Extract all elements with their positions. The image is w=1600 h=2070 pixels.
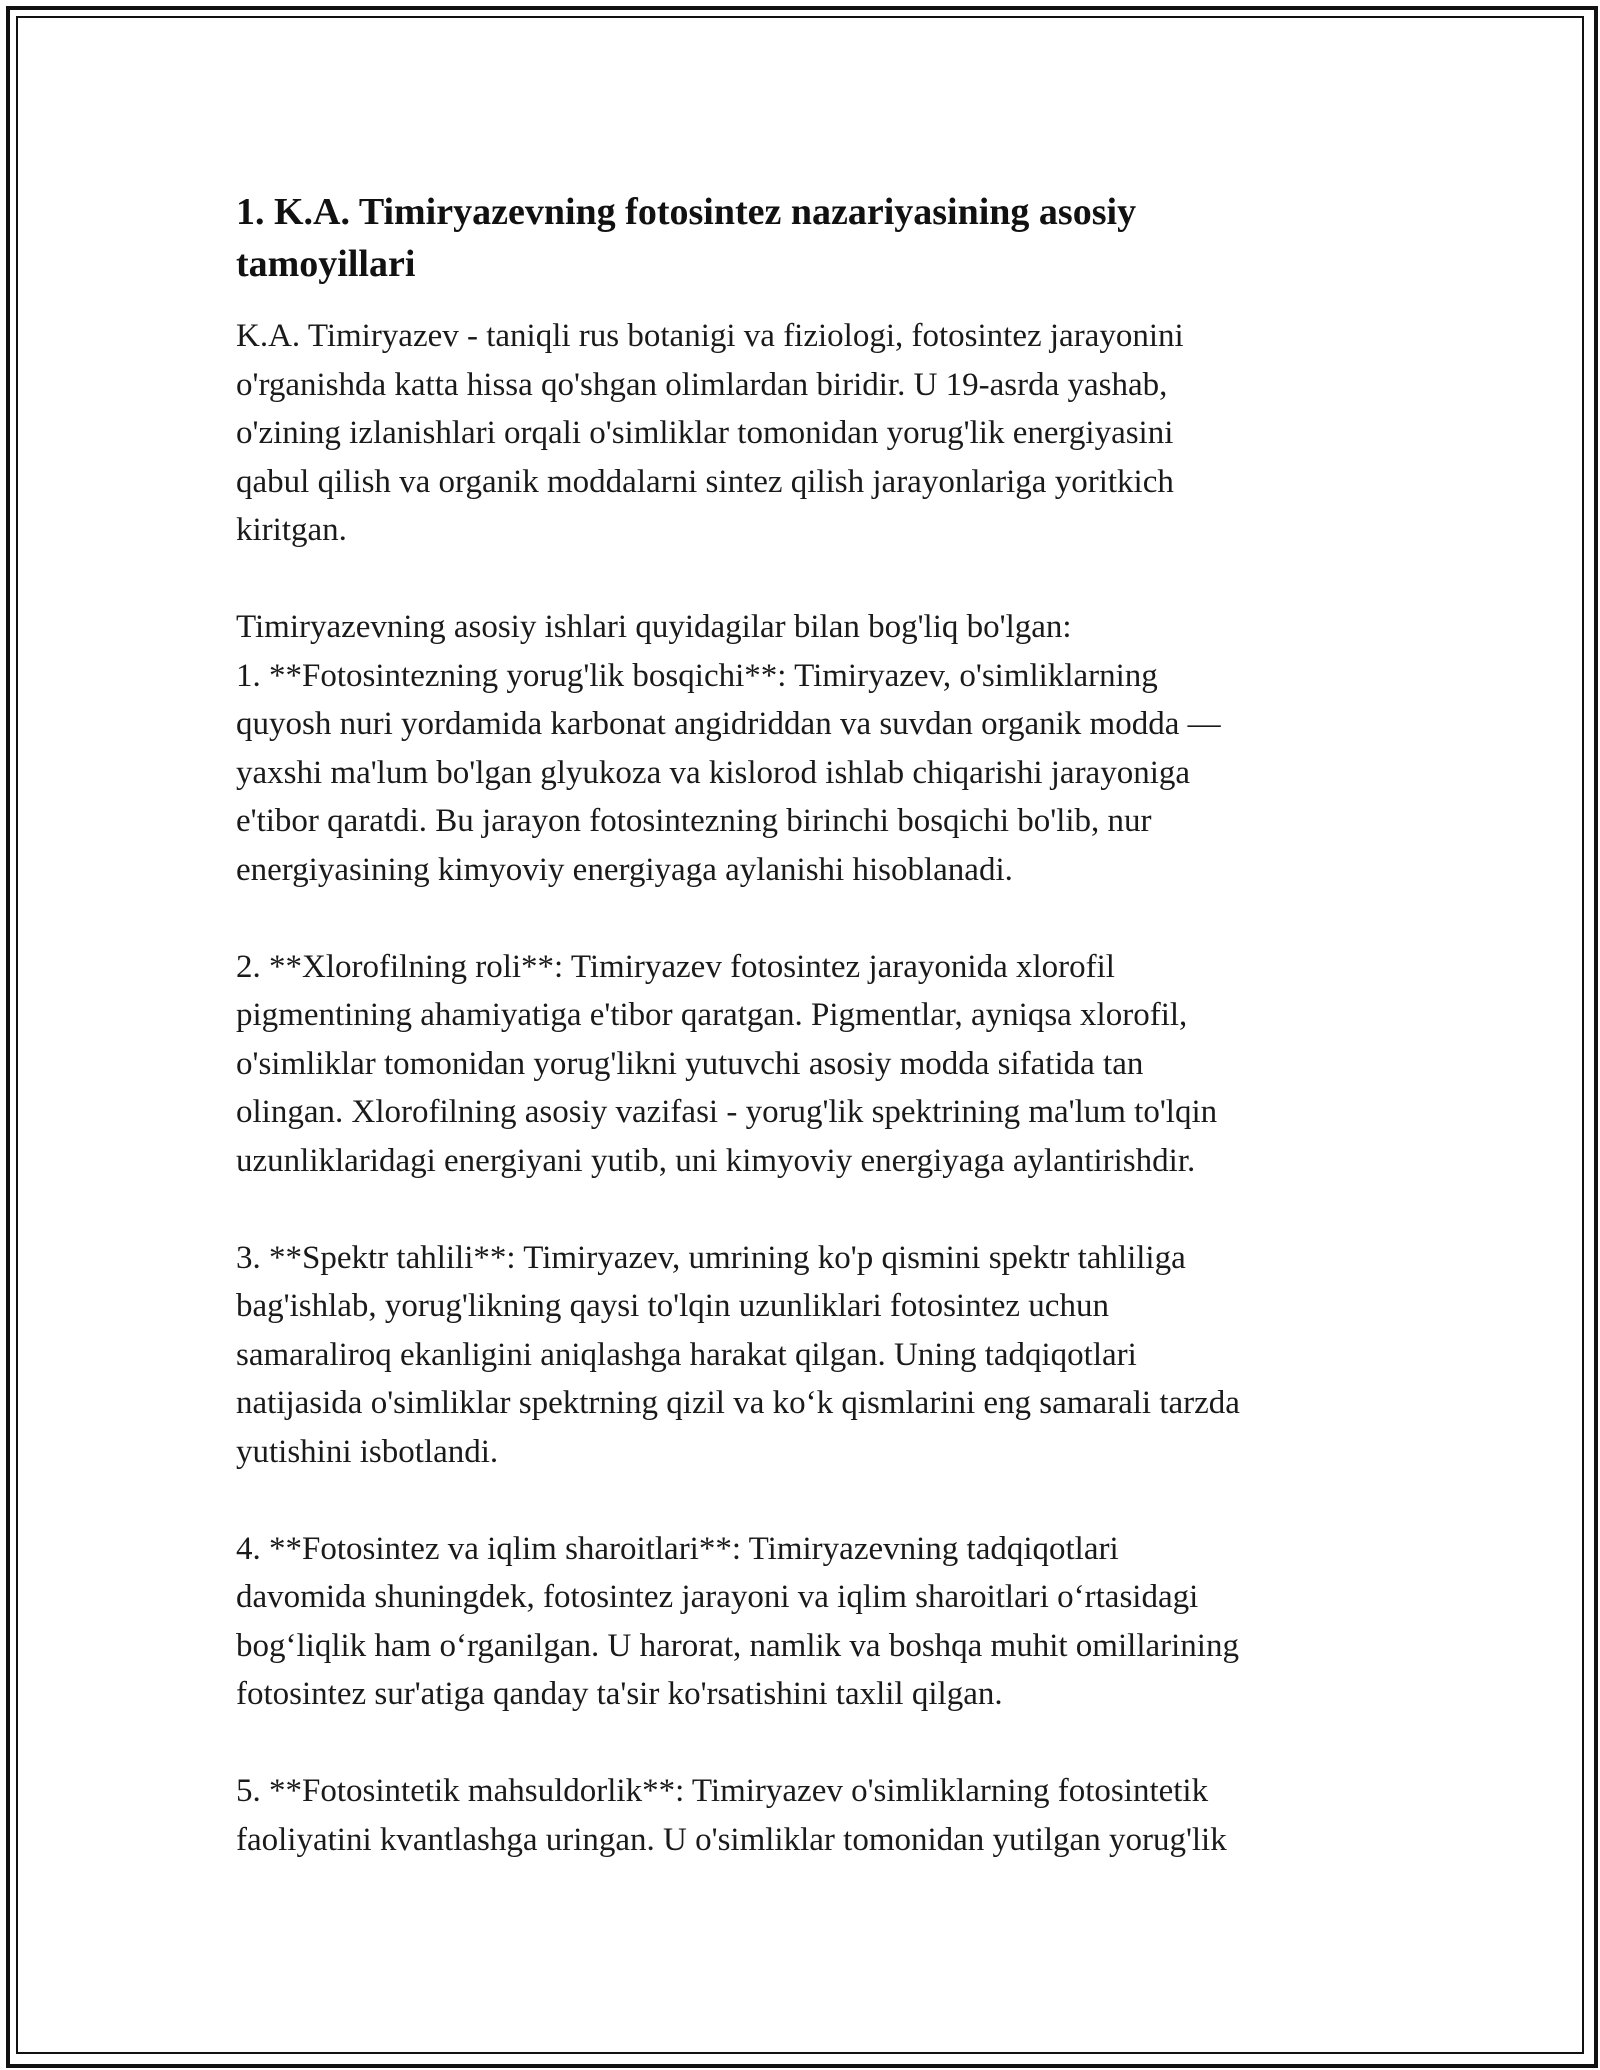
text-line: samaraliroq ekanligini aniqlashga harakat qilgan. Uning tadqiqotlari: [236, 1336, 1137, 1373]
heading-line: tamoyillari: [236, 243, 416, 285]
text-line: o'simliklar tomonidan yorug'likni yutuvchi asosiy modda sifatida tan: [236, 1045, 1144, 1082]
text-line: K.A. Timiryazev - taniqli rus botanigi va fiziologi, fotosintez jarayonini: [236, 318, 1184, 354]
text-line: yaxshi ma'lum bo'lgan glyukoza va kislorod ishlab chiqarishi jarayoniga: [236, 754, 1191, 791]
paragraph-item-4: [236, 1525, 1386, 1719]
text-line: 2. **Xlorofilning roli**: Timiryazev fotosintez jarayonida xlorofil: [236, 948, 1115, 985]
text-line: Timiryazevning asosiy ishlari quyidagilar bilan bog'liq bo'lgan:: [236, 609, 1072, 645]
heading-line: 1. K.A. Timiryazevning fotosintez nazariyasining asosiy: [236, 191, 1137, 233]
text-line: 3. **Spektr tahlili**: Timiryazev, umrining ko'p qismini spektr tahliliga: [236, 1239, 1186, 1276]
document-body: [236, 186, 1386, 1913]
paragraph-item-1: [236, 603, 1386, 894]
text-line: o'zining izlanishlari orqali o'simliklar tomonidan yorug'lik energiyasini: [236, 415, 1174, 451]
text-line: 1. **Fotosintezning yorug'lik bosqichi**: Timiryazev, o'simliklarning: [236, 657, 1158, 694]
paragraph-intro: [236, 312, 1386, 555]
paragraph-item-5: [236, 1767, 1386, 1864]
text-line: pigmentining ahamiyatiga e'tibor qaratgan. Pigmentlar, ayniqsa xlorofil,: [236, 997, 1188, 1033]
text-line: uzunliklaridagi energiyani yutib, uni kimyoviy energiyaga aylantirishdir.: [236, 1142, 1196, 1179]
text-line: 4. **Fotosintez va iqlim sharoitlari**: Timiryazevning tadqiqotlari: [236, 1530, 1119, 1567]
text-line: fotosintez sur'atiga qanday ta'sir ko'rsatishini taxlil qilgan.: [236, 1676, 1003, 1712]
text-line: qabul qilish va organik moddalarni sintez qilish jarayonlariga yoritkich: [236, 463, 1174, 500]
text-line: olingan. Xlorofilning asosiy vazifasi - yorug'lik spektrining ma'lum to'lqin: [236, 1094, 1218, 1130]
text-line: natijasida o'simliklar spektrning qizil va ko‘k qismlarini eng samarali tarzda: [236, 1385, 1240, 1421]
text-line: yutishini isbotlandi.: [236, 1433, 499, 1470]
text-line: quyosh nuri yordamida karbonat angidriddan va suvdan organik modda —: [236, 706, 1221, 742]
text-line: o'rganishda katta hissa qo'shgan olimlardan biridir. U 19-asrda yashab,: [236, 366, 1168, 403]
paragraph-item-2: [236, 943, 1386, 1186]
paragraph-item-3: [236, 1234, 1386, 1477]
text-line: faoliyatini kvantlashga uringan. U o'simliklar tomonidan yutilgan yorug'lik: [236, 1821, 1227, 1858]
text-line: bog‘liqlik ham o‘rganilgan. U harorat, namlik va boshqa muhit omillarining: [236, 1627, 1239, 1664]
text-line: e'tibor qaratdi. Bu jarayon fotosintezning birinchi bosqichi bo'lib, nur: [236, 803, 1152, 839]
text-line: bag'ishlab, yorug'likning qaysi to'lqin uzunliklari fotosintez uchun: [236, 1288, 1109, 1324]
text-line: energiyasining kimyoviy energiyaga aylanishi hisoblanadi.: [236, 851, 1013, 888]
section-heading: [236, 186, 1386, 290]
text-line: 5. **Fotosintetik mahsuldorlik**: Timiryazev o'simliklarning fotosintetik: [236, 1773, 1209, 1809]
text-line: davomida shuningdek, fotosintez jarayoni va iqlim sharoitlari o‘rtasidagi: [236, 1579, 1199, 1615]
text-line: kiritgan.: [236, 512, 347, 548]
